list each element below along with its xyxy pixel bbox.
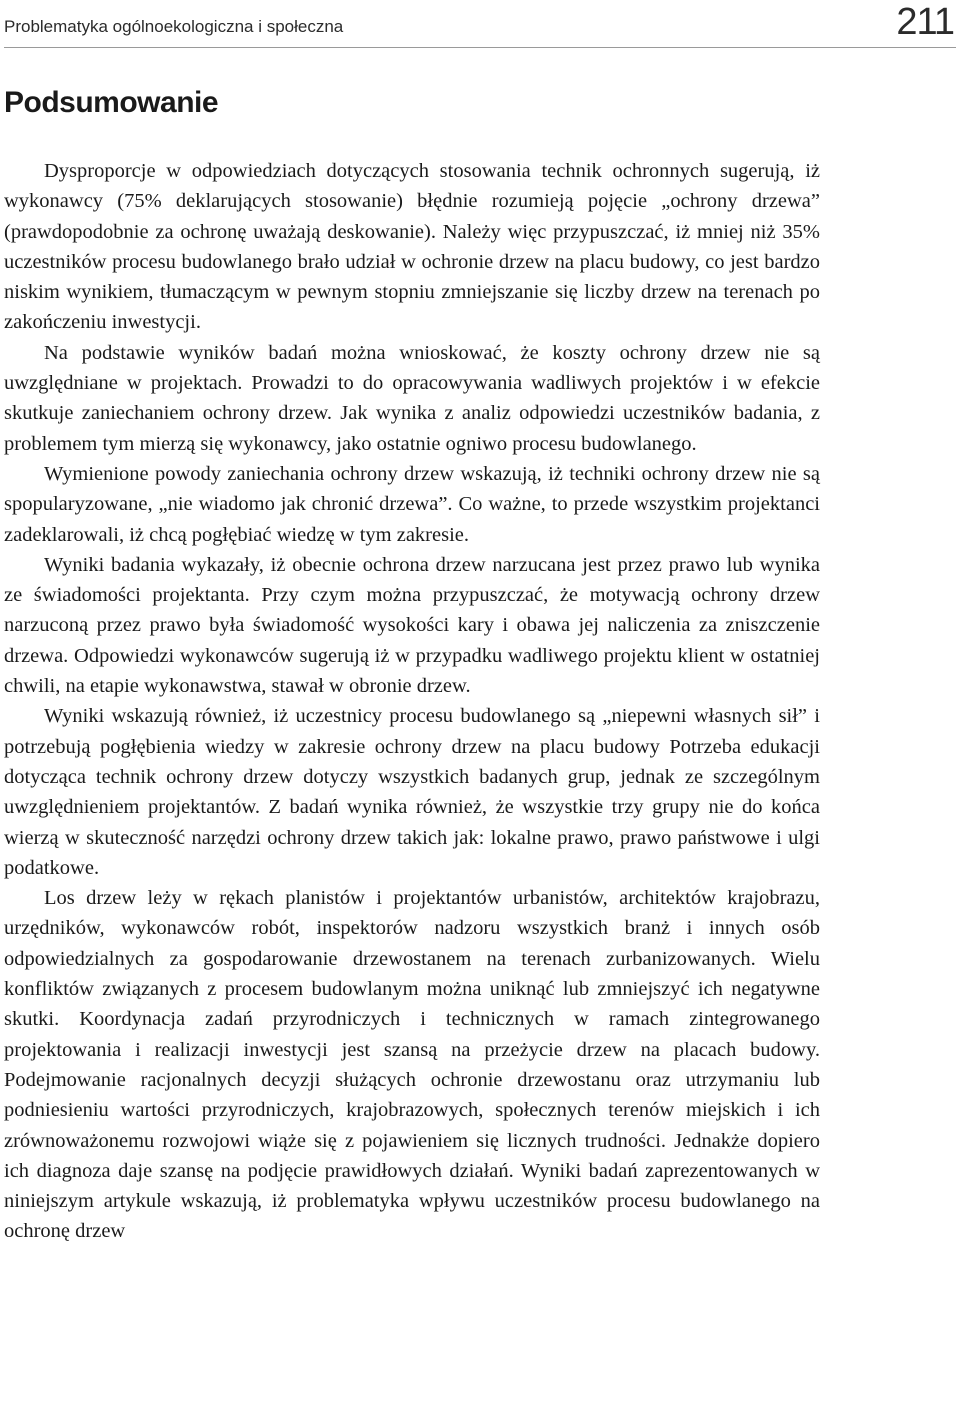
running-header (4, 0, 956, 48)
paragraph: Na podstawie wyników badań można wnioskować, że koszty ochrony drzew nie są uwzględniane w projektach. Prowadzi to do opracowywania wadliwych projektów i w efekcie skutkuje zaniechaniem ochrony drzew. Jak wynika z analiz odpowiedzi uczestników badania, z problemem tym mierzą się wykonawcy, jako ostatnie ogniwo procesu budowlanego. (4, 341, 820, 455)
body-text (4, 156, 820, 1247)
page-number: 211 (896, 1, 954, 43)
paragraph: Los drzew leży w rękach planistów i projektantów urbanistów, architektów krajobrazu, urzędników, wykonawców robót, inspektorów nadzoru wszystkich branż i innych osób odpowiedzialnych za gospodarowanie drzewostanem na terenach zurbanizowanych. Wielu konfliktów związanych z procesem budowlanym można uniknąć lub zmniejszyć ich negatywne skutki. Koordynacja zadań przyrodniczych i technicznych w ramach zintegrowanego projektowania i realizacji inwestycji jest szansą na przeżycie drzew na placach budowy. Podejmowanie racjonalnych decyzji służących ochronie drzewostanu oraz utrzymaniu lub podniesieniu wartości przyrodniczych, krajobrazowych, społecznych terenów miejskich i ich zrównoważonemu rozwojowi wiąże się z pojawieniem się licznych trudności. Jednakże dopiero ich diagnoza daje szansę na podjęcie prawidłowych działań. Wyniki badań zaprezentowanych w niniejszym artykule wskazują, iż problematyka wpływu uczestników procesu budowlanego na ochronę drzew (4, 887, 820, 1243)
section-heading: Podsumowanie (4, 86, 219, 119)
paragraph: Wyniki wskazują również, iż uczestnicy procesu budowlanego są „niepewni własnych sił” i potrzebują pogłębienia wiedzy w zakresie ochrony drzew na placu budowy Potrzeba edukacji dotycząca technik ochrony drzew dotyczy wszystkich badanych grup, jednak ze szczególnym uwzględnieniem projektantów. Z badań wynika również, że wszystkie trzy grupy nie do końca wierzą w skuteczność narzędzi ochrony drzew takich jak: lokalne prawo, prawo państwowe i ulgi podatkowe. (4, 705, 820, 879)
running-title: Problematyka ogólnoekologiczna i społeczna (4, 17, 344, 36)
paragraph: Dysproporcje w odpowiedziach dotyczących stosowania technik ochronnych sugerują, iż wykonawcy (75% deklarujących stosowanie) błędnie rozumieją pojęcie „ochrony drzewa” (prawdopodobnie za ochronę uważają deskowanie). Należy więc przypuszczać, iż mniej niż 35% uczestników procesu budowlanego brało udział w ochronie drzew na placu budowy, co jest bardzo niskim wynikiem, tłumaczącym w pewnym stopniu zmniejszanie się liczby drzew na terenach po zakończeniu inwestycji. (4, 160, 820, 334)
paragraph: Wymienione powody zaniechania ochrony drzew wskazują, iż techniki ochrony drzew nie są spopularyzowane, „nie wiadomo jak chronić drzewa”. Co ważne, to przede wszystkim projektanci zadeklarowali, iż chcą pogłębiać wiedzę w tym zakresie. (4, 462, 820, 546)
paragraph: Wyniki badania wykazały, iż obecnie ochrona drzew narzucana jest przez prawo lub wynika ze świadomości projektanta. Przy czym można przypuszczać, że motywacją ochrony drzew narzuconą przez prawo była świadomość wysokości kary i obawa jej naliczenia za zniszczenie drzewa. Odpowiedzi wykonawców sugerują iż w przypadku wadliwego projektu klient w ostatniej chwili, na etapie wykonawstwa, stawał w obronie drzew. (4, 553, 820, 698)
